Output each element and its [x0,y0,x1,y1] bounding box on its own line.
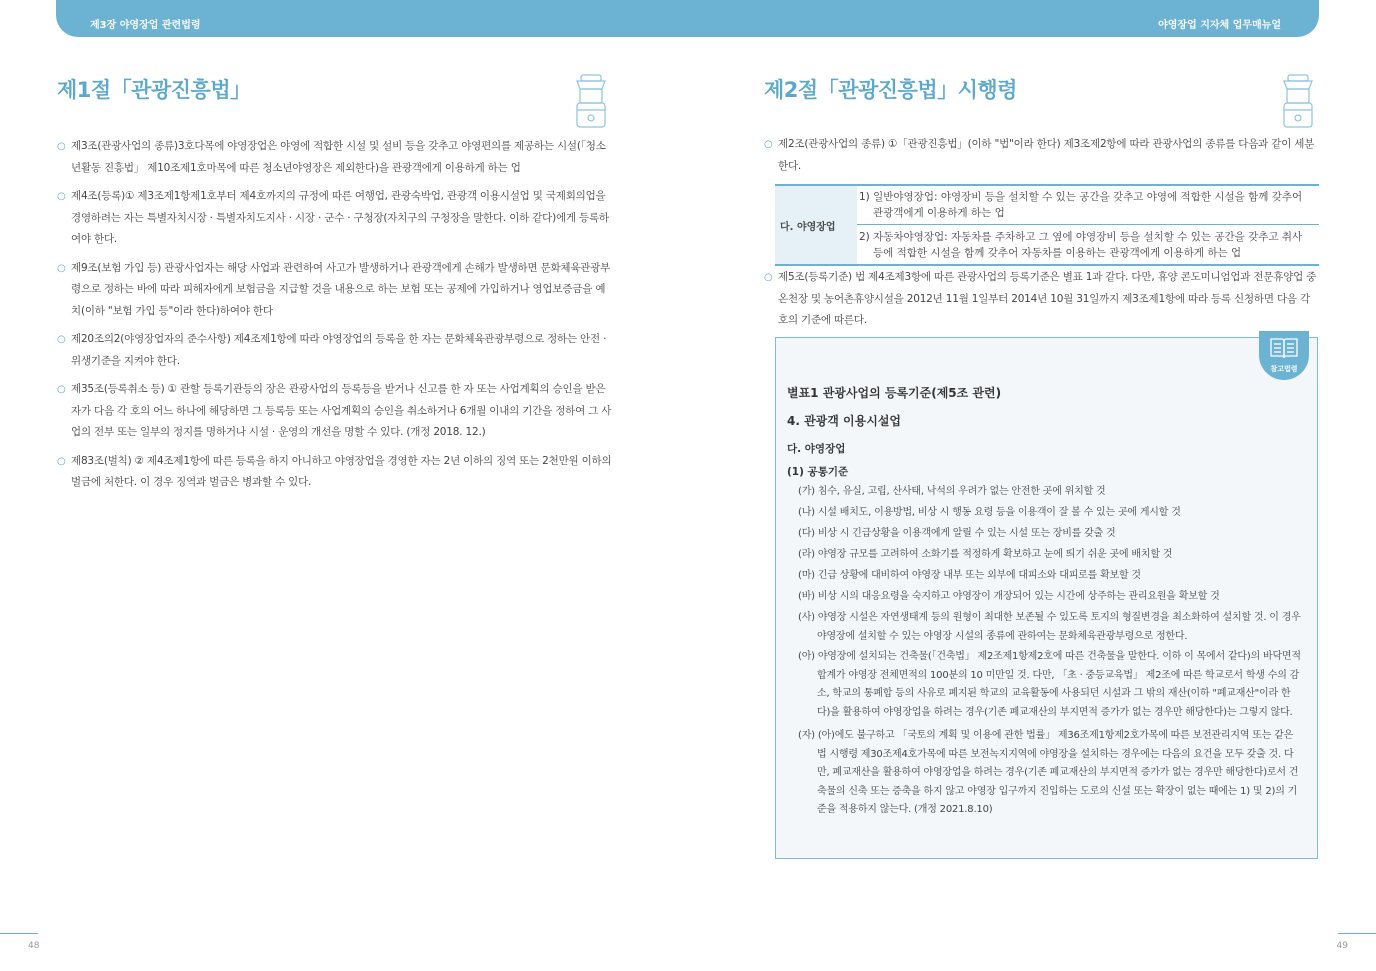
right-article-1 [764,134,1320,184]
chapter-label: 제3장 야영장업 관련법령 [90,20,201,31]
reference-category: 다. 야영장업 [787,443,846,455]
section-title-1: 제1절「관광진흥법」 [57,78,251,102]
circle-bullet-icon: ○ [764,272,773,283]
list-item: ○ 제83조(벌칙) ② 제4조제1항에 따른 등록을 하지 아니하고 야영장업을 경영한 자는 2년 이하의 징역 또는 2천만원 이하의 벌금에 처한다. 이 경우 징역과 벌금은 병과할 수 있다. [57,451,613,494]
manual-label: 야영장업 지자체 업무매뉴얼 [1158,20,1281,31]
list-item: ○ 제35조(등록취소 등) ① 관할 등록기관등의 장은 관광사업의 등록등을 받거나 신고를 한 자 또는 사업계획의 승인을 받은 자가 다음 각 호의 어느 하나에 해당하면 그 등록등 또는 사업계획의 승인을 취소하거나 6개월 이내의 기간을 정하여 그 사업의 전부 또는 일부의 정지를 명하거나 시설 · 운영의 개선을 명할 수 있다. (개정 2018. 12.) [57,379,613,444]
list-item: ○ 제4조(등록)① 제3조제1항제1호부터 제4호까지의 규정에 따른 여행업, 관광숙박업, 관광객 이용시설업 및 국제회의업을 경영하려는 자는 특별자치시장 · 특별자치도지사 · 시장 · 군수 · 구청장(자치구의 구청장을 말한다. 이하 같다)에게 등록하여야 한다. [57,186,613,251]
list-item: ○ 제2조(관광사업의 종류) ①「관광진흥법」(이하 "법"이라 한다) 제3조제2항에 따라 관광사업의 종류를 다음과 같이 세분한다. [764,134,1320,177]
table-cell: 2) 자동차야영장업: 자동차를 주차하고 그 옆에 야영장비 등을 설치할 수 있는 공간을 갖추고 취사 등에 적합한 시설을 함께 갖추어 자동차를 이용하는 관광객에게 이용하게 하는 업 [857,225,1319,266]
list-item: (가) 침수, 유실, 고립, 산사태, 낙석의 우려가 없는 안전한 곳에 위치할 것 [798,486,1106,497]
footer-rule-left [0,933,38,934]
reference-badge [1259,331,1309,380]
list-item: ○ 제20조의2(야영장업자의 준수사항) 제4조제1항에 따라 야영장업의 등록을 한 자는 문화체육관광부령으로 정하는 안전 · 위생기준을 지켜야 한다. [57,329,613,372]
list-item: (바) 비상 시의 대응요령을 숙지하고 야영장이 개장되어 있는 시간에 상주하는 관리요원을 확보할 것 [798,591,1220,602]
list-item: ○ 제9조(보험 가입 등) 관광사업자는 해당 사업과 관련하여 사고가 발생하거나 관광객에게 손해가 발생하면 문화체육관광부령으로 정하는 바에 따라 피해자에게 보험금을 지급할 것을 내용으로 하는 보험 또는 공제에 가입하거나 영업보증금을 예치(이하 "보험 가입 등"이라 한다)하여야 한다 [57,258,613,323]
lantern-icon [1278,73,1318,131]
list-item: (아) 야영장에 설치되는 건축물(「건축법」 제2조제1항제2호에 따른 건축물을 말한다. 이하 이 목에서 같다)의 바닥면적 합계가 야영장 전체면적의 100분의 10 미만일 것. 다만, 「초 · 중등교육법」 제2조에 따른 학교로서 학생 수의 감소, 학교의 통폐합 등의 사유로 폐지된 학교의 교육활동에 사용되던 시설과 그 밖의 재산(이하 "폐교재산"이라 한다)을 활용하여 야영장업을 하려는 경우(기존 폐교재산의 부지면적 증가가 없는 경우만 해당한다)는 그렇지 않다. [798,651,1301,718]
badge-label: 참고법령 [1270,365,1298,373]
footer-rule-right [1338,933,1376,934]
circle-bullet-icon: ○ [57,141,66,152]
list-item: ○ 제5조(등록기준) 법 제4조제3항에 따른 관광사업의 등록기준은 별표 1과 같다. 다만, 휴양 콘도미니엄업과 전문휴양업 중 온천장 및 농어촌휴양시설을 2012년 11월 1일부터 2014년 10월 31일까지 제3조제1항에 따라 등록 신청하면 다음 각 호의 기준에 따른다. [764,267,1320,332]
list-item: ○ 제3조(관광사업의 종류)3호다목에 야영장업은 야영에 적합한 시설 및 설비 등을 갖추고 야영편의를 제공하는 시설(「청소년활동 진흥법」 제10조제1호마목에 따른 청소년야영장은 제외한다)을 관광객에게 이용하게 하는 업 [57,136,613,179]
section-title-2: 제2절「관광진흥법」시행령 [764,78,1017,102]
circle-bullet-icon: ○ [57,191,66,202]
reference-subheading: 4. 관광객 이용시설업 [787,414,902,428]
page-number-left: 48 [28,941,40,951]
list-item: (자) (아)에도 불구하고 「국토의 계획 및 이용에 관한 법률」 제36조제1항제2호가목에 따른 보전관리지역 또는 같은 법 시행령 제30조제4호가목에 따른 보전녹지지역에 야영장을 설치하는 경우에는 다음의 요건을 모두 갖출 것. 다만, 폐교재산을 활용하여 야영장업을 하려는 경우(기존 폐교재산의 부지면적 증가가 없는 경우만 해당한다)로서 건축물의 신축 또는 증축을 하지 않고 야영장 입구까지 진입하는 도로의 신설 또는 확장이 없는 때에는 1) 및 2)의 기준을 적용하지 않는다. (개정 2021.8.10) [798,730,1299,815]
reference-law-box [775,337,1318,859]
circle-bullet-icon: ○ [57,262,66,274]
list-item: (다) 비상 시 긴급상황을 이용객에게 알릴 수 있는 시설 또는 장비를 갖출 것 [798,528,1116,539]
list-item: (라) 야영장 규모를 고려하여 소화기를 적정하게 확보하고 눈에 띄기 쉬운 곳에 배치할 것 [798,549,1173,560]
book-icon [1269,336,1299,360]
circle-bullet-icon: ○ [57,455,66,467]
table-label-cell: 다. 야영장업 [775,185,857,265]
lantern-icon [571,73,611,131]
campground-type-table [775,184,1319,266]
reference-criteria-title: (1) 공통기준 [787,466,849,478]
list-item: (나) 시설 배치도, 이용방법, 비상 시 행동 요령 등을 이용객이 잘 볼 수 있는 곳에 게시할 것 [798,507,1181,518]
list-item: (사) 야영장 시설은 자연생태계 등의 원형이 최대한 보존될 수 있도록 토지의 형질변경을 최소화하여 설치할 것. 이 경우 야영장에 설치할 수 있는 야영장 시설의 종류에 관하여는 문화체육관광부령으로 정한다. [798,612,1301,642]
list-item: (마) 긴급 상황에 대비하여 야영장 내부 또는 외부에 대피소와 대피로를 확보할 것 [798,570,1141,581]
page-header-bar [56,0,1319,37]
right-article-2 [764,267,1320,339]
circle-bullet-icon: ○ [57,384,66,395]
page-number-right: 49 [1336,941,1348,951]
table-cell: 1) 일반야영장업: 야영장비 등을 설치할 수 있는 공간을 갖추고 야영에 적합한 시설을 함께 갖추어 관광객에게 이용하게 하는 업 [857,185,1319,225]
left-article-list [57,136,613,501]
circle-bullet-icon: ○ [764,139,773,150]
reference-heading: 별표1 관광사업의 등록기준(제5조 관련) [787,386,1002,400]
circle-bullet-icon: ○ [57,334,66,345]
